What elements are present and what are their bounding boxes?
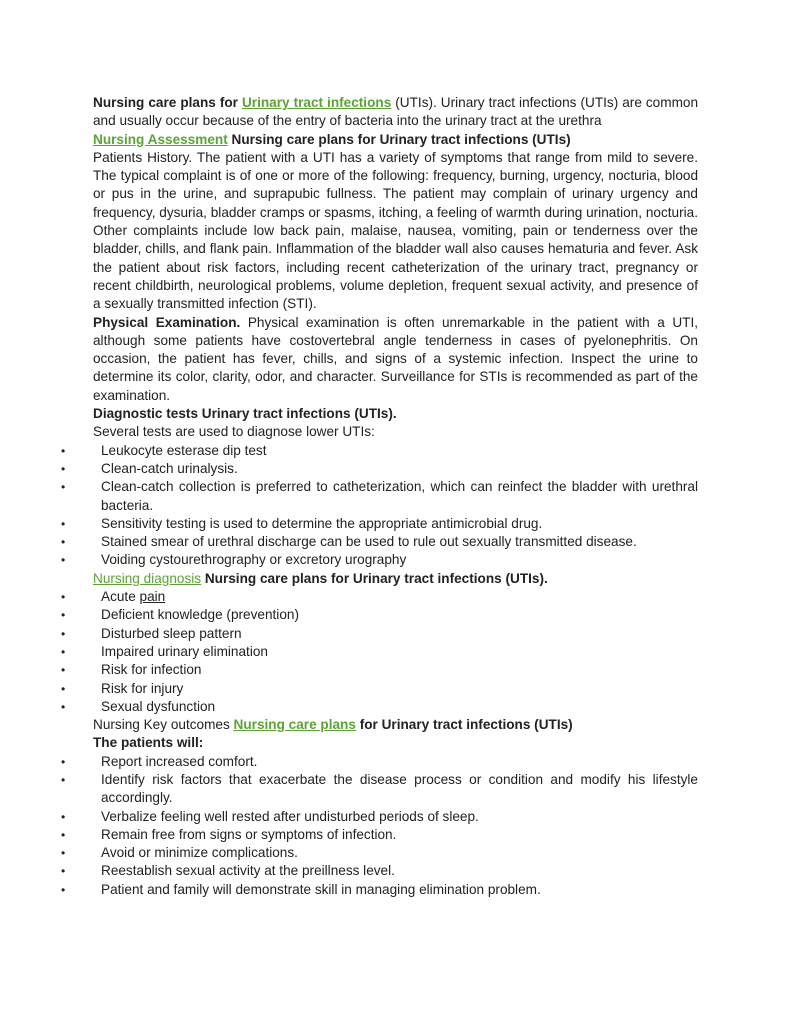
- key-outcomes-heading: [93, 716, 698, 734]
- assessment-heading-text: Nursing care plans for Urinary tract infections (UTIs): [227, 131, 571, 147]
- nursing-diagnosis-heading-text: Nursing care plans for Urinary tract infections (UTIs).: [201, 570, 548, 586]
- list-item: • Impaired urinary elimination: [93, 643, 698, 661]
- list-item: • Identify risk factors that exacerbate the disease process or condition and modify his lifestyle accordingly.: [93, 771, 698, 808]
- key-outcomes-label: Nursing Key outcomes: [93, 717, 234, 733]
- intro-paragraph: [93, 94, 698, 131]
- list-item: • Remain free from signs or symptoms of infection.: [93, 826, 698, 844]
- patients-will-label: [93, 734, 698, 752]
- patients-history-paragraph: Patients History. The patient with a UTI has a variety of symptoms that range from mild to severe. The typical complaint is of one or more of the following: frequency, burning, urgency, nocturia, blood or pus in the urine, and suprapubic fullness. The patient may complain of urinary urgency and frequency, dysuria, bladder cramps or spasms, itching, a feeling of warmth during urination, nocturia. Other complaints include low back pain, malaise, nausea, vomiting, pain or tenderness over the bladder, chills, and flank pain. Inflammation of the bladder wall also causes hematuria and fever. Ask the patient about risk factors, including recent catheterization of the urinary tract, pregnancy or recent childbirth, neurological problems, volume depletion, frequent sexual activity, and presence of a sexually transmitted infection (STI).: [93, 149, 698, 312]
- list-item: • Verbalize feeling well rested after undisturbed periods of sleep.: [93, 808, 698, 826]
- list-item: • Avoid or minimize complications.: [93, 844, 698, 862]
- diagnostic-tests-heading-text: Diagnostic tests Urinary tract infections (UTIs).: [93, 406, 397, 422]
- list-item: • Sexual dysfunction: [93, 698, 698, 716]
- nursing-care-plans-link[interactable]: Nursing care plans: [233, 717, 356, 733]
- list-item: • Disturbed sleep pattern: [93, 625, 698, 643]
- list-item: • Reestablish sexual activity at the preillness level.: [93, 862, 698, 880]
- diagnostic-tests-list: [93, 442, 698, 570]
- list-item: • Deficient knowledge (prevention): [93, 606, 698, 624]
- list-item: • Risk for infection: [93, 661, 698, 679]
- list-item: • Voiding cystourethrography or excretory urography: [93, 551, 698, 569]
- pain-link[interactable]: pain: [139, 589, 166, 605]
- list-item: • Patient and family will demonstrate skill in managing elimination problem.: [93, 881, 698, 899]
- nursing-assessment-link[interactable]: Nursing Assessment: [93, 131, 228, 147]
- nursing-diagnosis-heading: [93, 570, 698, 588]
- nursing-diagnosis-link[interactable]: Nursing diagnosis: [93, 570, 202, 586]
- acute-label: Acute: [101, 589, 140, 605]
- intro-text: (UTIs). Urinary tract infections (UTIs) are common and usually occur because of the entry of bacteria into the urinary tract at the urethra: [93, 95, 699, 129]
- diagnostic-tests-heading: [93, 405, 698, 423]
- key-outcomes-heading-text: for Urinary tract infections (UTIs): [355, 717, 573, 733]
- outcomes-list: [93, 753, 698, 899]
- urinary-tract-infections-link[interactable]: Urinary tract infections: [241, 95, 392, 110]
- physical-examination-paragraph: [93, 314, 698, 405]
- list-item: [93, 588, 698, 606]
- diagnostic-intro: Several tests are used to diagnose lower UTIs:: [93, 424, 375, 440]
- list-item: • Clean-catch collection is preferred to catheterization, which can reinfect the bladder with urethral bacteria.: [93, 478, 698, 515]
- list-item: • Sensitivity testing is used to determine the appropriate antimicrobial drug.: [93, 515, 698, 533]
- document-page: [93, 94, 698, 899]
- nursing-diagnoses-list: [93, 588, 698, 716]
- list-item: • Risk for injury: [93, 680, 698, 698]
- physical-examination-label: Physical Examination.: [93, 314, 241, 330]
- assessment-heading: [93, 131, 698, 149]
- intro-bold-lead: Nursing care plans for: [93, 95, 238, 110]
- list-item: • Stained smear of urethral discharge can be used to rule out sexually transmitted disease.: [93, 533, 698, 551]
- list-item: • Leukocyte esterase dip test: [93, 442, 698, 460]
- list-item: • Clean-catch urinalysis.: [93, 460, 698, 478]
- list-item: • Report increased comfort.: [93, 753, 698, 771]
- patients-will-text: The patients will:: [93, 735, 204, 751]
- physical-examination-text: Physical examination is often unremarkable in the patient with a UTI, although some patients have costovertebral angle tenderness in cases of pyelonephritis. On occasion, the patient has fever, chills, and signs of a systemic infection. Inspect the urine to determine its color, clarity, odor, and character. Surveillance for STIs is recommended as part of the examination.: [93, 314, 698, 403]
